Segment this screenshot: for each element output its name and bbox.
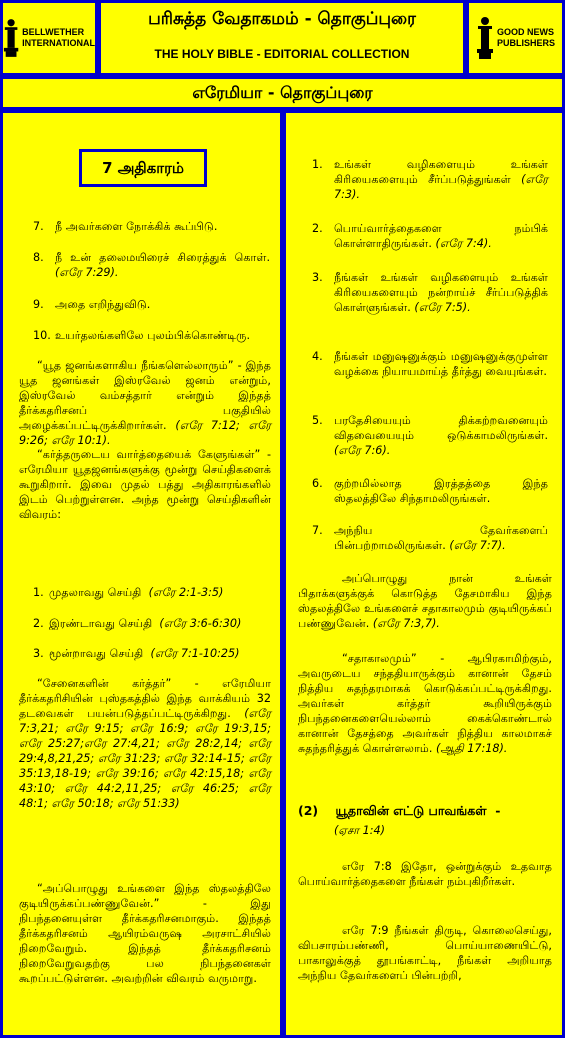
item-number: 7.: [33, 220, 44, 233]
list-item: நீ உன் தலைமயிரைச் சிரைத்துக் கொள். (எரே 7:29).: [55, 251, 270, 279]
left-column: [0, 110, 283, 1038]
item-number: 9.: [33, 298, 44, 311]
item-number: 1.: [33, 586, 44, 599]
goodnews-logo-box: [466, 0, 565, 76]
right-logo-line1: GOOD NEWS: [496, 27, 554, 37]
citation: (எரே 7:5).: [414, 301, 471, 314]
item-number: 7.: [312, 524, 323, 537]
item-number: 2.: [312, 222, 323, 235]
item-number: 6.: [312, 477, 323, 490]
citation: (எரே 3:6-6:30): [159, 617, 242, 630]
list-item: முதலாவது செய்தி (எரே 2:1-3:5): [49, 586, 224, 599]
verse-paragraph: எரே 7:9 நீங்கள் திருடி, கொலைசெய்து, விபசாரம்பண்ணி, பொய்யாணையிட்டு, பாகாலுக்குத் தூபங்காட்டி, நீங்கள் அறியாத அந்நிய தேவர்களைப் பின்பற்றி,: [298, 924, 552, 982]
paragraph: அப்பொழுது நான் உங்கள் பிதாக்களுக்குக் கொடுத்த தேசமாகிய இந்த ஸ்தலத்திலே உங்களைச் சதாகாலமும் குடியிருக்கப் பண்ணுவேன். (எரே 7:3,7).: [298, 572, 552, 630]
right-column: [283, 110, 565, 1038]
paragraph: “யூத ஜனங்களாகிய நீங்களெல்லாரும்” - இந்த யூத ஜனங்கள் இஸ்ரவேல் ஜனம் என்றும், இஸ்ரவேல் வம்சத்தார் என்றும் இந்தத் தீர்க்கதரிசனப் பகுதியில் அழைக்கப்பட்டிருக்கிறார்கள். (எரே 7:12; எரே 9:26; எரே 10:1).: [19, 359, 271, 447]
paragraph: “கர்த்தருடைய வார்த்தையைக் கேளுங்கள்” - எரேமியா யூதஜனங்களுக்கு மூன்று செய்திகளைக் கூறுகிறார். இவை முதல் பத்து அதிகாரங்களில் இடம் பெற்றுள்ளன. அந்த மூன்று செய்திகளின் விவரம்:: [19, 448, 271, 521]
bible-person-icon: [476, 16, 494, 60]
list-item: பரதேசியையும் திக்கற்றவனையும் விதவையையும் ஒடுக்காமலிருங்கள். (எரே 7:6).: [334, 414, 548, 457]
section-heading: (2) யூதாவின் எட்டு பாவங்கள் -: [298, 803, 501, 818]
list-item: உயர்தலங்களிலே புலம்பிக்கொண்டிரு.: [55, 329, 251, 342]
book-banner: [0, 76, 565, 110]
item-number: 3.: [312, 271, 323, 284]
citation: (எரே 7:29).: [55, 266, 119, 279]
list-item: அந்நிய தேவர்களைப் பின்பற்றாமலிருங்கள். (எரே 7:7).: [334, 524, 548, 552]
title-box: [98, 0, 466, 76]
item-number: 5.: [312, 414, 323, 427]
citation: (எரே 7:6).: [334, 444, 391, 457]
chapter-heading: [79, 149, 207, 187]
title-tamil: பரிசுத்த வேதாகமம் - தொகுப்புரை: [148, 9, 416, 29]
list-item: நீங்கள் மனுஷனுக்கும் மனுஷனுக்குமுள்ள வழக்கை நியாயமாய்த் தீர்த்து வையுங்கள்.: [334, 350, 548, 378]
paragraph: “சதாகாலமும்” - ஆபிரகாமிற்கும், அவருடைய சந்ததியாருக்கும் கானான் தேசம் நித்திய சுதந்தரமாகக் கொடுக்கப்பட்டிருக்கிறது. அவர்கள் கர்த்தர் கூறியிருக்கும் நிபந்தனைகளையெல்லாம் கைக்கொண்டால் கானான் தேசத்தை அவர்கள் நித்திய காலமாகச் சுதந்தரித்துக் கொள்ளலாம். (ஆதி 17:18).: [298, 652, 552, 755]
list-item: குற்றமில்லாத இரத்தத்தை இந்த ஸ்தலத்திலே சிந்தாமலிருங்கள்.: [334, 477, 548, 505]
citation: (ஆதி 17:18).: [435, 742, 508, 755]
title-english: THE HOLY BIBLE - EDITORIAL COLLECTION: [154, 47, 410, 61]
left-logo-line2: INTERNATIONAL: [22, 38, 95, 48]
item-number: 3.: [33, 647, 44, 660]
section-citation: (ஏசா 1:4): [334, 824, 386, 837]
bellwether-logo-box: [0, 0, 98, 76]
paragraph: “சேனைகளின் கர்த்தர்” - எரேமியா தீர்க்கதரிசியின் புஸ்தகத்தில் இந்த வாக்கியம் 32 தடவைகள் பயன்படுத்தப்பட்டிருக்கிறது. (எரே 7:3,21; எரே 9:15; எரே 16:9; எரே 19:3,15; எரே 25:27;எரே 27:4,21; எரே 28:2,14; எரே 29:4,8,21,25; எரே 31:23; எரே 32:14-15; எரே 35:13,18-19; எரே 39:16; எரே 42:15,18; எரே 43:10; எரே 44:2,11,25; எரே 46:25; எரே 48:1; எரே 50:18; எரே 51:33): [19, 677, 272, 810]
chapter-label: 7 அதிகாரம்: [102, 158, 184, 177]
item-number: 10.: [33, 329, 51, 342]
list-item: நீங்கள் உங்கள் வழிகளையும் உங்கள் கிரியைகளையும் நன்றாய்ச் சீர்ப்படுத்திக் கொள்ளுங்கள். (எரே 7:5).: [334, 271, 548, 314]
list-item: இரண்டாவது செய்தி (எரே 3:6-6:30): [49, 617, 242, 630]
list-item: மூன்றாவது செய்தி (எரே 7:1-10:25): [49, 647, 240, 660]
citation: (எரே 7:3).: [334, 173, 548, 201]
item-number: 1.: [312, 158, 323, 171]
item-number: 8.: [33, 251, 44, 264]
left-logo-line1: BELLWETHER: [22, 27, 85, 37]
right-logo-line2: PUBLISHERS: [496, 38, 555, 48]
section-title: யூதாவின் எட்டு பாவங்கள்: [335, 803, 487, 818]
list-item: அதை எறிந்துவிடு.: [55, 298, 151, 311]
list-item: உங்கள் வழிகளையும் உங்கள் கிரியைகளையும் சீர்ப்படுத்துங்கள் (எரே 7:3).: [334, 158, 548, 201]
item-number: 4.: [312, 350, 323, 363]
bible-person-icon: [3, 16, 19, 60]
citation: (எரே 7:3,7).: [372, 617, 440, 630]
citation: (எரே 2:1-3:5): [148, 586, 224, 599]
paragraph: “அப்பொழுது உங்களை இந்த ஸ்தலத்திலே குடியிருக்கப்பண்ணுவேன்.” - இது நிபந்தனையுள்ள தீர்க்கதரிசனமாகும். இந்தத் தீர்க்கதரிசனம் ஆயிரம்வருஷ அரசாட்சியில் நிறைவேறும். இந்தத் தீர்க்கதரிசனம் நிறைவேறுவதற்கு பல நிபந்தனைகள் கூறப்பட்டுள்ளன. அவற்றின் விவரம் வருமாறு.: [19, 882, 271, 985]
citation: (எரே 7:12; எரே 9:26; எரே 10:1).: [19, 419, 271, 447]
verse-paragraph: எரே 7:8 இதோ, ஒன்றுக்கும் உதவாத பொய்வார்த்தைகளை நீங்கள் நம்புகிறீர்கள்.: [298, 860, 552, 888]
citation: (எரே 7:4).: [435, 237, 492, 250]
citation: (எரே 7:3,21; எரே 9:15; எரே 16:9; எரே 19:3,15; எரே 25:27;எரே 27:4,21; எரே 28:2,14; எரே 29:4,8,21,25; எரே 31:23; எரே 32:14-15; எரே 35:13,18-19; எரே 39:16; எரே 42:15,18; எரே 43:10; எரே 44:2,11,25; எரே 46:25; எரே 48:1; எரே 50:18; எரே 51:33): [19, 707, 272, 810]
banner-title: எரேமியா - தொகுப்புரை: [192, 82, 373, 102]
citation: (எரே 7:7).: [449, 539, 506, 552]
list-item: பொய்வார்த்தைகளை நம்பிக் கொள்ளாதிருங்கள். (எரே 7:4).: [334, 222, 548, 250]
list-item: நீ அவர்களை நோக்கிக் கூப்பிடு.: [55, 220, 218, 233]
item-number: 2.: [33, 617, 44, 630]
citation: (எரே 7:1-10:25): [150, 647, 240, 660]
